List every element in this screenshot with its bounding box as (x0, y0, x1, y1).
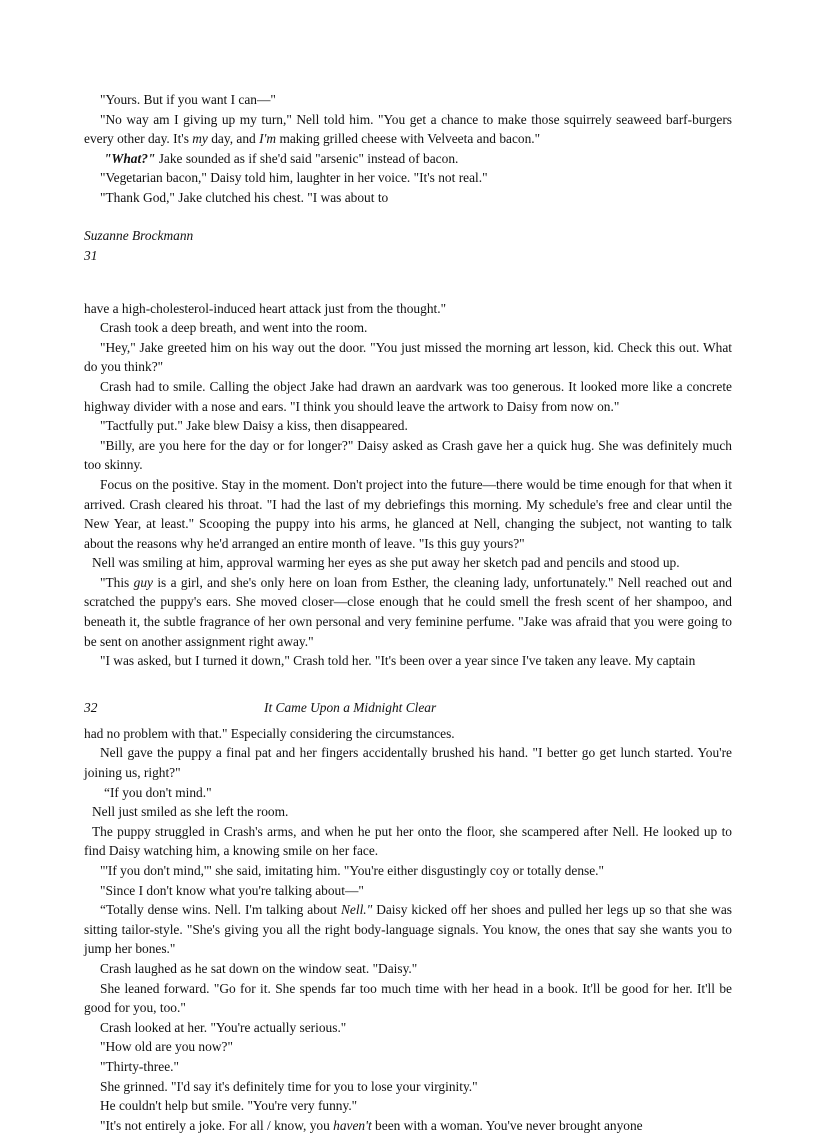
paragraph: "How old are you now?" (100, 1039, 233, 1055)
paragraph: Crash took a deep breath, and went into the room. (100, 320, 368, 336)
paragraph: "Billy, are you here for the day or for longer?" Daisy asked as Crash gave her a quick hug. She was definitely much too skinny. (84, 437, 732, 473)
paragraph: Nell gave the puppy a final pat and her fingers accidentally brushed his hand. "I better go get lunch started. You're joining us, right?" (84, 745, 732, 781)
paragraph: "I was asked, but I turned it down," Crash told her. "It's been over a year since I've taken any leave. My captain (100, 653, 696, 669)
paragraph: Crash had to smile. Calling the object Jake had drawn an aardvark was too generous. It looked more like a concrete highway divider with a nose and ears. "I think you should leave the artwork to Daisy from now on." (84, 378, 732, 414)
header-page-number: 32 (84, 699, 98, 715)
paragraph: "Vegetarian bacon," Daisy told him, laughter in her voice. "It's not real." (100, 170, 488, 186)
paragraph: "Tactfully put." Jake blew Daisy a kiss, then disappeared. (100, 418, 408, 434)
running-header (84, 698, 732, 724)
paragraph: He couldn't help but smile. "You're very funny." (100, 1098, 358, 1114)
paragraph: have a high-cholesterol-induced heart attack just from the thought." (84, 300, 447, 316)
paragraph: "Yours. But if you want I can—" (100, 92, 276, 107)
paragraph: "Hey," Jake greeted him on his way out the door. "You just missed the morning art lesson, kid. Check this out. What do you think?" (84, 339, 732, 375)
paragraph: Crash laughed as he sat down on the window seat. "Daisy." (100, 960, 418, 976)
paragraph: "Since I don't know what you're talking about—" (100, 882, 364, 898)
paragraph: had no problem with that." Especially considering the circumstances. (84, 725, 455, 741)
paragraph: She leaned forward. "Go for it. She spends far too much time with her head in a book. It'll be good for her. It'll be good for you, too." (84, 980, 732, 1016)
paragraph: "What?" Jake sounded as if she'd said "arsenic" instead of bacon. (104, 150, 459, 166)
book-page (84, 90, 732, 1135)
paragraph: Crash looked at her. "You're actually serious." (100, 1019, 347, 1035)
paragraph: Nell just smiled as she left the room. (92, 804, 289, 820)
paragraph: Focus on the positive. Stay in the moment. Don't project into the future—there would be time enough for that when it arrived. Crash cleared his throat. "I had the last of my debriefings this morning. My schedule's free and clear until the New Year, at least." Scooping the puppy into his arms, he glanced at Nell, changing the subject, not wanting to talk about the reasons why he'd arranged an entire month of leave. "Is this guy yours?" (84, 476, 732, 551)
paragraph: "No way am I giving up my turn," Nell told him. "You get a chance to make those squirrely seaweed barf-burgers every other day. It's my day, and I'm making grilled cheese with Velveeta and bacon." (84, 111, 732, 147)
paragraph: “If you don't mind." (104, 784, 212, 800)
footer-author: Suzanne Brockmann (84, 227, 194, 243)
paragraph: "'If you don't mind,'" she said, imitating him. "You're either disgustingly coy or totally dense." (100, 863, 604, 878)
paragraph: "This guy is a girl, and she's only here on loan from Esther, the cleaning lady, unfortunately." Nell reached out and scratched the puppy's ears. She moved closer—close enough that he could smell the fresh scent of her shampoo, and beneath it, the subtle fragrance of her own personal and very feminine perfume. "Jake was afraid that you were going to be sent on another assignment right away." (84, 574, 732, 649)
paragraph: Nell was smiling at him, approval warming her eyes as she put away her sketch pad and pencils and stood up. (92, 555, 680, 571)
paragraph: “Totally dense wins. Nell. I'm talking about Nell." Daisy kicked off her shoes and pulled her legs up so that she was sitting tailor-style. "She's giving you all the right body-language signals. You know, the ones that say she wants you to jump her bones." (84, 902, 732, 957)
paragraph: She grinned. "I'd say it's definitely time for you to lose your virginity." (100, 1078, 478, 1094)
paragraph: "It's not entirely a joke. For all / know, you haven't been with a woman. You've never brought anyone (100, 1117, 643, 1133)
paragraph: The puppy struggled in Crash's arms, and when he put her onto the floor, she scampered after Nell. He looked up to find Daisy watching him, a knowing smile on her face. (84, 823, 732, 859)
paragraph: "Thank God," Jake clutched his chest. "I was about to (100, 189, 389, 205)
footer-page-number: 31 (84, 247, 98, 263)
paragraph: "Thirty-three." (100, 1058, 179, 1074)
header-title: It Came Upon a Midnight Clear (264, 699, 437, 715)
